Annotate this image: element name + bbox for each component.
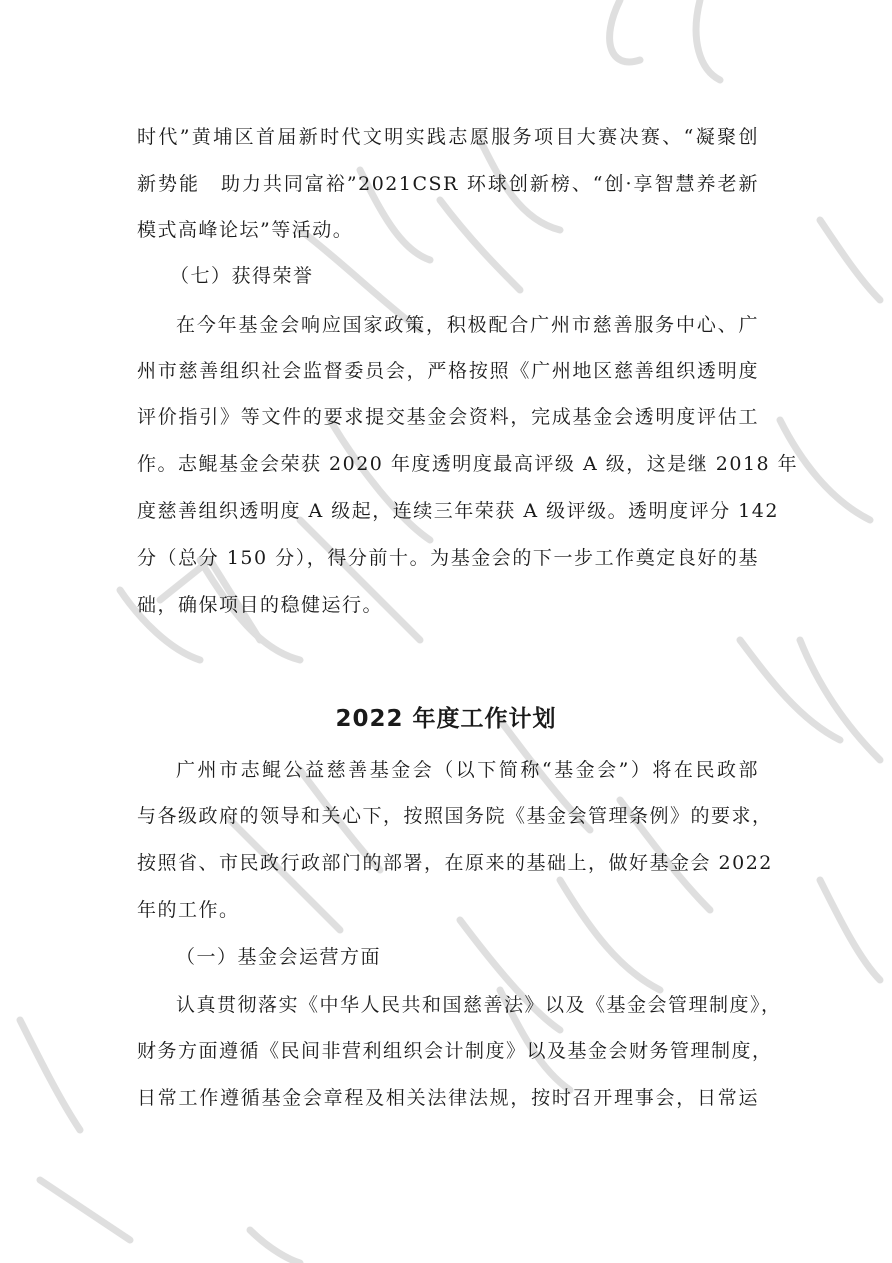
plan-intro-line-3: 按照省、市民政行政部门的部署，在原来的基础上，做好基金会 2022 (137, 852, 773, 874)
honors-line-4: 作。志鲲基金会荣获 2020 年度透明度最高评级 A 级，这是继 2018 年 (137, 453, 799, 475)
honors-line-1: 在今年基金会响应国家政策，积极配合广州市慈善服务中心、广 (176, 314, 759, 336)
ops-line-1: 认真贯彻落实《中华人民共和国慈善法》以及《基金会管理制度》， (176, 994, 782, 1016)
ops-heading: （一）基金会运营方面 (176, 946, 382, 968)
honors-line-5: 度慈善组织透明度 A 级起，连续三年荣获 A 级评级。透明度评分 142 (137, 500, 779, 522)
plan-intro-line-4: 年的工作。 (137, 899, 240, 921)
prev-section-line-2: 新势能 助力共同富裕”2021CSR 环球创新榜、“创·享智慧养老新 (137, 173, 759, 195)
honors-line-6: 分（总分 150 分），得分前十。为基金会的下一步工作奠定良好的基 (137, 547, 759, 569)
honors-line-3: 评价指引》等文件的要求提交基金会资料，完成基金会透明度评估工 (137, 406, 759, 428)
plan-intro-line-2: 与各级政府的领导和关心下，按照国务院《基金会管理条例》的要求， (137, 805, 773, 827)
honors-heading: （七）获得荣誉 (170, 265, 314, 287)
ops-line-2: 财务方面遵循《民间非营利组织会计制度》以及基金会财务管理制度， (137, 1040, 773, 1062)
ops-line-3: 日常工作遵循基金会章程及相关法律法规，按时召开理事会，日常运 (137, 1087, 759, 1109)
prev-section-line-3: 模式高峰论坛”等活动。 (137, 219, 354, 241)
plan-intro-line-1: 广州市志鲲公益慈善基金会（以下简称“基金会”）将在民政部 (176, 759, 759, 781)
honors-line-2: 州市慈善组织社会监督委员会，严格按照《广州地区慈善组织透明度 (137, 360, 759, 382)
page-title: 2022 年度工作计划 (335, 706, 557, 732)
honors-line-7: 础，确保项目的稳健运行。 (137, 594, 384, 616)
svg-text:仅限官网公示: 仅限官网公示 (0, 0, 6, 1)
prev-section-line-1: 时代”黄埔区首届新时代文明实践志愿服务项目大赛决赛、“凝聚创 (137, 126, 759, 148)
